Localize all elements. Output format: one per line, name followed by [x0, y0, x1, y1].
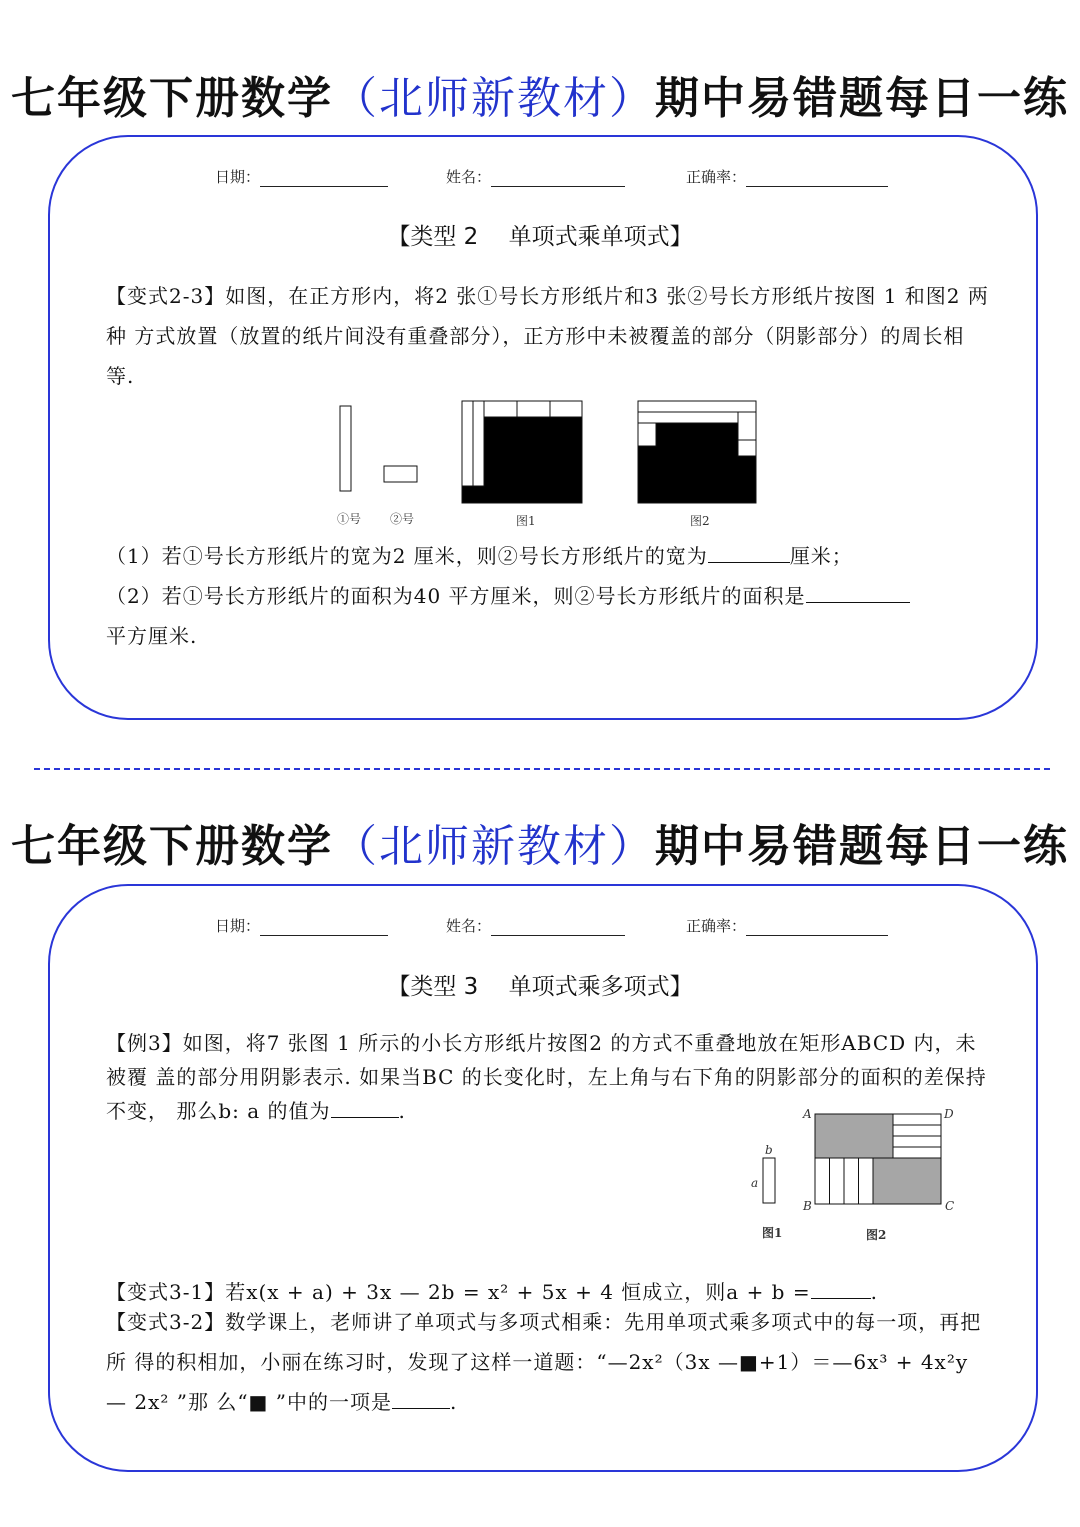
name-label-2: 姓名：: [446, 917, 492, 935]
accuracy-label: 正确率：: [686, 168, 747, 186]
date-label-2: 日期：: [215, 917, 261, 935]
fig-label-piece2: ②号: [390, 512, 415, 526]
question-1: [106, 540, 853, 569]
answer-blank-2[interactable]: [806, 584, 910, 603]
figure-2: [638, 401, 756, 503]
column-1: [815, 1158, 830, 1204]
piece-2-rect: [384, 466, 417, 482]
fig-label-a: a: [751, 1176, 759, 1190]
variant-3-1-end: .: [870, 1280, 878, 1304]
variant-3-1: [106, 1276, 878, 1305]
column-2: [830, 1158, 845, 1204]
accuracy-line: [746, 172, 888, 187]
fig1-small-rect: [763, 1158, 775, 1203]
title-blue-text: （北师新教材）: [333, 73, 655, 124]
figure-paper-pieces: [330, 398, 770, 510]
date-field-2[interactable]: [215, 915, 388, 936]
question-2-text: （2）若①号长方形纸片的面积为40 平方厘米，则②号长方形纸片的面积是: [106, 584, 806, 608]
name-label: 姓名：: [446, 168, 492, 186]
answer-blank-example[interactable]: [331, 1099, 399, 1118]
page-divider: [34, 768, 1050, 770]
name-line: [491, 172, 625, 187]
name-field[interactable]: [446, 166, 625, 187]
shade-bottom-right: [873, 1158, 941, 1204]
page-title-2: [0, 810, 1080, 874]
variant-3-2-text: 【变式3-2】数学课上，老师讲了单项式与多项式相乘：先用单项式乘多项式中的每一项，再把所 得的积相加，小丽在练习时，发现了这样一道题：“—2x²（3x —■+1）＝—6x³ + 4x²y — 2x² ”那 么“■ ”中的一项是: [106, 1310, 982, 1414]
variant-3-2-end: .: [450, 1390, 458, 1414]
fig-label-figure2-b: 图2: [866, 1228, 887, 1242]
title-main-text: 七年级下册数学: [11, 73, 333, 124]
figure-2-abcd: [815, 1114, 941, 1204]
date-field[interactable]: [215, 166, 388, 187]
fig-label-figure1: 图1: [516, 514, 536, 528]
piece-1-rect: [340, 406, 351, 491]
accuracy-label-2: 正确率：: [686, 917, 747, 935]
question-2: [106, 580, 910, 609]
question-2-unit: 平方厘米.: [106, 624, 198, 648]
strip-2: [893, 1125, 941, 1136]
section-heading-2: 【类型 3 单项式乘多项式】: [387, 974, 693, 1000]
name-field-2[interactable]: [446, 915, 625, 936]
answer-blank-3-2[interactable]: [392, 1390, 450, 1409]
example-text: 【例3】如图，将7 张图 1 所示的小长方形纸片按图2 的方式不重叠地放在矩形ABCD 内，未被覆 盖的部分用阴影表示. 如果当BC 的长变化时，左上角与右下角的阴影部分的面积的差保持不变， 那么b: a 的值为: [106, 1031, 987, 1123]
fig2-piece1-b: [638, 412, 738, 423]
fig-label-b: b: [765, 1143, 773, 1157]
figure-rectangle-abcd: [745, 1108, 965, 1218]
fig1-piece2-a: [484, 401, 517, 417]
accuracy-field-2[interactable]: [686, 915, 888, 936]
date-line-2: [260, 921, 388, 936]
variant-3-1-text: 【变式3-1】若x(x + a) + 3x — 2b = x² + 5x + 4 恒成立，则a + b =: [106, 1280, 811, 1304]
fig2-piece2-a: [638, 423, 656, 446]
question-1-text: （1）若①号长方形纸片的宽为2 厘米，则②号长方形纸片的宽为: [106, 544, 708, 568]
date-line: [260, 172, 388, 187]
fig-label-piece1: ①号: [337, 512, 362, 526]
fig1-piece1-b: [473, 401, 484, 486]
fig-label-A: A: [803, 1107, 812, 1121]
title-main-text-2: 七年级下册数学: [11, 821, 333, 872]
fig-label-figure2: 图2: [690, 514, 710, 528]
date-label: 日期：: [215, 168, 261, 186]
column-4: [859, 1158, 874, 1204]
fig-label-figure1-b: 图1: [762, 1226, 783, 1240]
strip-3: [893, 1136, 941, 1147]
fig2-piece1-a: [638, 401, 756, 412]
accuracy-line-2: [746, 921, 888, 936]
title-suffix-text: 期中易错题每日一练: [655, 73, 1069, 124]
title-blue-text-2: （北师新教材）: [333, 821, 655, 872]
fig2-piece2-b: [738, 412, 756, 440]
accuracy-field[interactable]: [686, 166, 888, 187]
fig1-piece2-c: [550, 401, 582, 417]
example-end: .: [398, 1099, 406, 1123]
strip-1: [893, 1114, 941, 1125]
fig-label-B: B: [803, 1199, 812, 1213]
title-suffix-text-2: 期中易错题每日一练: [655, 821, 1069, 872]
answer-blank-3-1[interactable]: [811, 1280, 871, 1299]
name-line-2: [491, 921, 625, 936]
page-title: [0, 62, 1080, 126]
answer-blank-1[interactable]: [708, 544, 790, 563]
fig-label-D: D: [944, 1107, 954, 1121]
column-3: [844, 1158, 859, 1204]
figure-1: [462, 401, 582, 503]
fig-label-C: C: [945, 1199, 955, 1213]
fig1-piece2-b: [517, 401, 550, 417]
question-1-unit: 厘米；: [789, 544, 853, 568]
problem-intro: 【变式2-3】如图，在正方形内，将2 张①号长方形纸片和3 张②号长方形纸片按图 1 和图2 两种 方式放置（放置的纸片间没有重叠部分），正方形中未被覆盖的部分（阴影部分）的周长相等.: [106, 284, 989, 388]
fig1-piece1-a: [462, 401, 473, 486]
shade-top-left: [815, 1114, 893, 1158]
section-heading: 【类型 2 单项式乘单项式】: [387, 224, 693, 250]
variant-3-2: [106, 1302, 991, 1422]
strip-4: [893, 1147, 941, 1158]
fig2-piece2-c: [738, 440, 756, 456]
